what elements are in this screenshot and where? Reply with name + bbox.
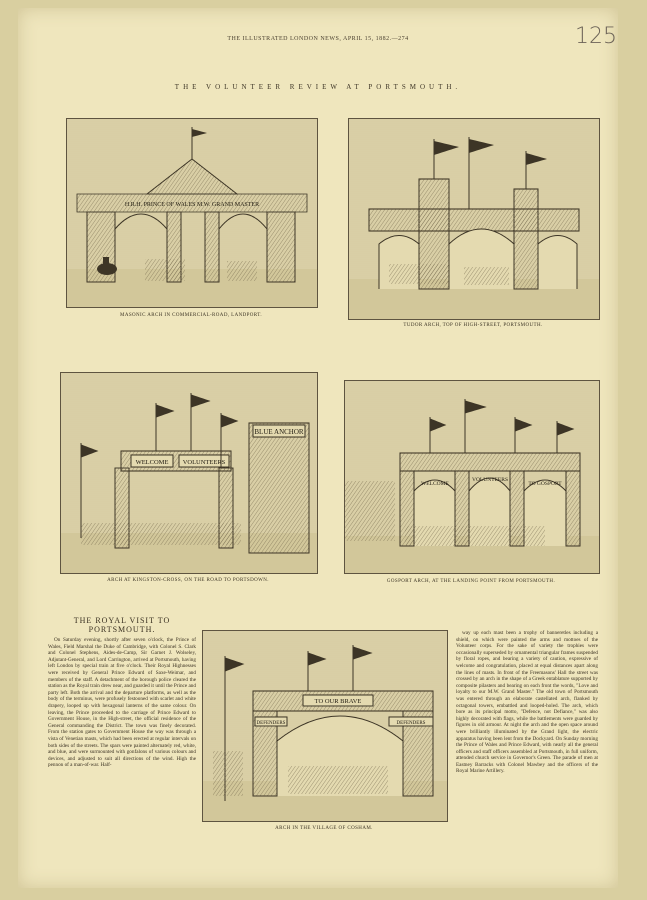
volunteers-sign: VOLUNTEERS — [182, 459, 226, 466]
cosham-arch-engraving — [202, 630, 448, 822]
article-title: THE ROYAL VISIT TO PORTSMOUTH. — [73, 616, 171, 634]
article-left-text: On Saturday evening, shortly after seven o'clock, the Prince of Wales, Field Marshal the Duke of Cambridge, with Colonel S. Clark and Colonel Stephens, Aides-de-Camp, Sir Garnet J. Wolseley, Adjutant-General, and Lord Carrington, arrived at Portsmouth, having left London by special train at five o'clock. Their Royal Highnesses were received by General Prince Edward of Saxe-Weimar, and members of the staff. A detachment of the borough police cleared the station as the Royal train drew near, and guarded it until the Prince and party left. Both the arrival and the departure platforms, as well as the body of the terminus, were profusely festooned with scarlet and white drapery, looped up with hexagonal lanterns of the same colour. On leaving, the Prince proceeded to the carriage of Prince Edward to Government House, in the High-street, the official residence of the General commanding the District. The town was finely decorated. From the station gates to Government House the way was through a vista of Venetian masts, which had been erected at regular intervals on both sides of the streets. The spars were painted alternately red, white, and blue, and were surmounted with gonfalons of various colours and devices, and adjusted to suit all directions of the wind. High the pennon of a man-of-war. Half- — [48, 637, 196, 769]
cosham-left-sign: DEFENDERS — [256, 721, 286, 726]
newspaper-page — [18, 8, 618, 888]
tudor-arch-engraving — [348, 118, 600, 320]
kingston-arch-engraving — [60, 372, 318, 574]
caption-masonic: MASONIC ARCH IN COMMERCIAL-ROAD, LANDPORT. — [120, 313, 262, 318]
article-right-column — [456, 630, 598, 872]
blue-anchor-sign: BLUE ANCHOR — [254, 428, 304, 436]
article-right-text: way up each mast been a trophy of banneretles including a shield, on which were painted the arms and mottoes of the Volunteer corps. For the sake of variety the trophies were occasionally superseded by ornamental triangular frames suspended by floral ropes, and bearing a variety of caution, expressive of welcome and congratulation, placed at equal distances apart along the lines of masts. In front of the Freemasons' Hall the street was crossed by an arch in the shape of a Greek entablature supported by composite pilasters and bearing on each front the words, "Love and loyalty to our M.W. Grand Master." The old town of Portsmouth was entered through an elaborate castellated arch, flanked by octagonal towers, embattled and looped-holed. The arch, which bore as its principal motto, "Defence, not Defiance," was also highly decorated with flags, while the battlements were guarded by figures in old armour. At night the arch and the open space around were brilliantly illuminated by the Grand light, the electric apparatus having been lent from the Dockyard. On Sunday morning the Prince of Wales and Prince Edward, with nearly all the general officers and staff officers assembled at Portsmouth, in full uniform, attended church service in Governor's Green. The parade of men at Eastney Barracks with Colonel Mawbey and the officers of the Royal Marine Artillery. — [456, 630, 598, 775]
caption-cosham: ARCH IN THE VILLAGE OF COSHAM. — [275, 826, 373, 831]
masonic-arch-engraving — [66, 118, 318, 308]
pencil-page-number: 125 — [575, 24, 617, 49]
gosport-right-sign: TO GOSPORT — [528, 481, 562, 487]
caption-gosport: GOSPORT ARCH, AT THE LANDING POINT FROM PORTSMOUTH. — [386, 579, 556, 584]
article-left-column — [48, 616, 196, 872]
cosham-top-sign: TO OUR BRAVE — [314, 698, 362, 705]
gosport-arch-engraving — [344, 380, 600, 574]
running-head: THE ILLUSTRATED LONDON NEWS, APRIL 15, 1882.—274 — [227, 36, 409, 42]
page-title: THE VOLUNTEER REVIEW AT PORTSMOUTH. — [174, 83, 462, 91]
gosport-left-sign: WELCOME — [421, 481, 449, 487]
caption-tudor: TUDOR ARCH, TOP OF HIGH-STREET, PORTSMOUTH. — [403, 323, 543, 328]
caption-kingston: ARCH AT KINGSTON-CROSS, ON THE ROAD TO PORTSDOWN. — [107, 578, 269, 583]
cosham-right-sign: DEFENDERS — [396, 721, 426, 726]
masonic-sign-text: H.R.H. PRINCE OF WALES M.W. GRAND MASTER — [124, 202, 260, 208]
gosport-mid-sign: VOLUNTEERS — [471, 477, 509, 483]
welcome-sign: WELCOME — [135, 459, 169, 466]
